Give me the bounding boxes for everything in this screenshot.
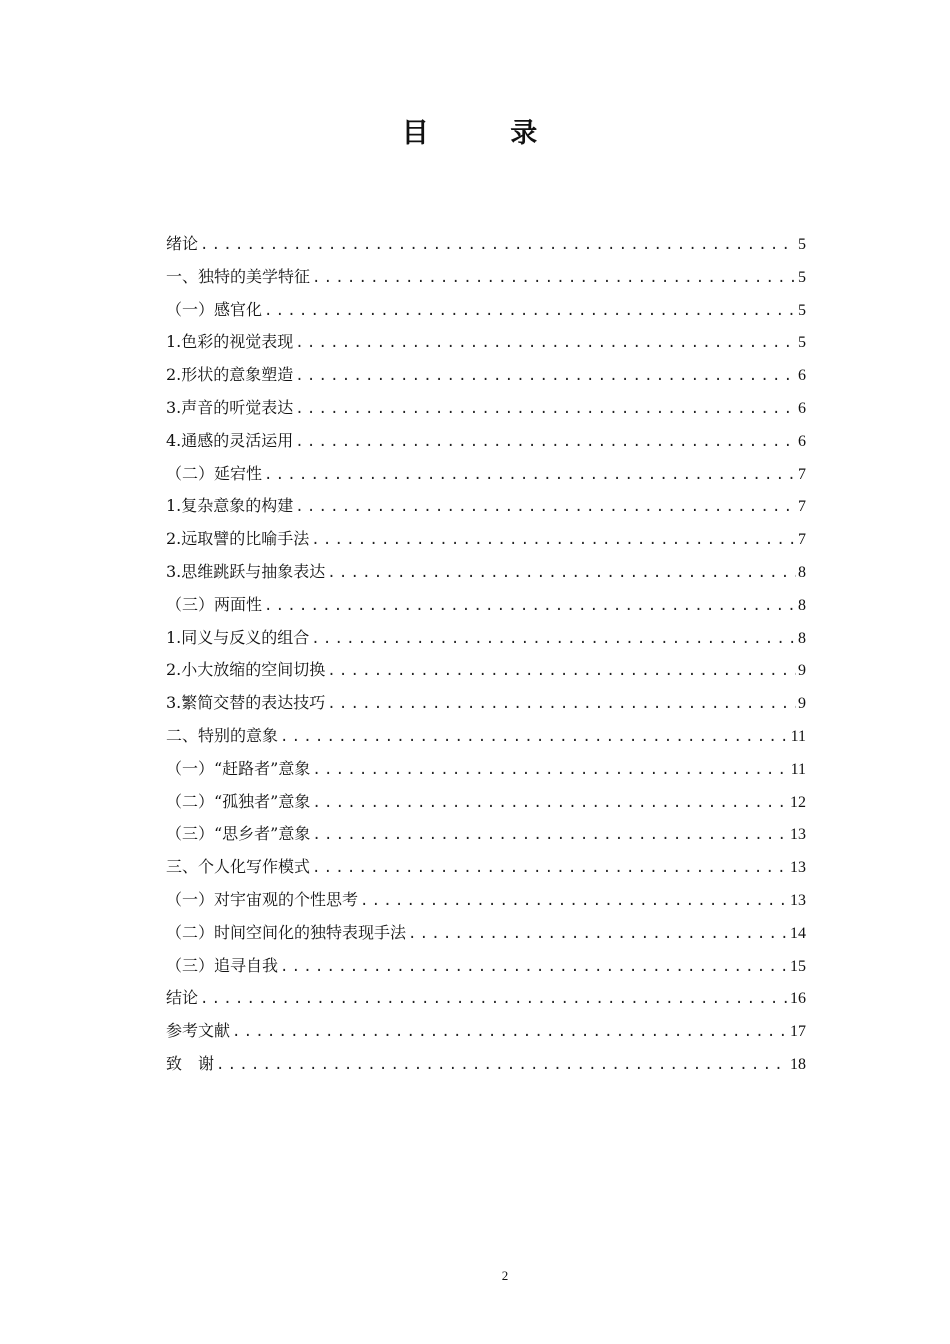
toc-entry-label: 三、个人化写作模式 [166, 857, 311, 877]
toc-entry-page: 13 [790, 826, 806, 844]
toc-entry[interactable] [166, 687, 806, 720]
toc-entry-label: 1.复杂意象的构建 [166, 496, 294, 516]
toc-entry-label: 2.远取譬的比喻手法 [166, 529, 310, 549]
toc-entry-label: 3.繁简交替的表达技巧 [166, 693, 326, 713]
toc-entry[interactable] [166, 950, 806, 983]
toc-entry-page: 16 [790, 990, 806, 1008]
toc-entry[interactable] [166, 851, 806, 884]
toc-entry-label: （二）延宕性 [166, 463, 263, 483]
toc-dot-leader [360, 885, 788, 917]
toc-entry[interactable] [166, 982, 806, 1015]
toc-entry[interactable] [166, 261, 806, 294]
page-title: 目 录 [401, 118, 574, 149]
toc-entry-page: 7 [798, 465, 806, 483]
toc-entry-label: 参考文献 [166, 1021, 231, 1041]
toc-entry-page: 12 [790, 793, 806, 811]
toc-dot-leader [327, 688, 796, 720]
toc-entry-page: 5 [798, 268, 806, 286]
toc-entry-page: 7 [798, 531, 806, 549]
toc-entry-page: 6 [798, 432, 806, 450]
toc-entry-page: 9 [798, 695, 806, 713]
toc-entry-page: 8 [798, 563, 806, 581]
toc-dot-leader [280, 951, 788, 983]
toc-entry-label: 4.通感的灵活运用 [166, 430, 294, 450]
toc-dot-leader [232, 1016, 788, 1048]
toc-entry[interactable] [166, 1015, 806, 1048]
toc-dot-leader [312, 262, 796, 294]
toc-entry-page: 6 [798, 367, 806, 385]
toc-entry-label: （三）“思乡者”意象 [166, 824, 311, 844]
toc-entry-page: 13 [790, 859, 806, 877]
toc-entry-page: 15 [790, 957, 806, 975]
toc-entry-page: 8 [798, 596, 806, 614]
toc-dot-leader [327, 557, 796, 589]
toc-entry-page: 18 [790, 1055, 806, 1073]
toc-entry-label: 3.思维跳跃与抽象表达 [166, 561, 326, 581]
toc-entry-label: （一）感官化 [166, 299, 263, 319]
toc-entry-page: 11 [790, 727, 806, 745]
toc-dot-leader [311, 524, 796, 556]
toc-entry[interactable] [166, 523, 806, 556]
toc-dot-leader [295, 360, 796, 392]
toc-entry-label: 绪论 [166, 234, 199, 253]
toc-entry-page: 17 [790, 1023, 806, 1041]
toc-dot-leader [200, 983, 788, 1015]
toc-entry[interactable] [166, 622, 806, 655]
toc-entry[interactable] [166, 1048, 806, 1081]
toc-entry-label: 1.同义与反义的组合 [166, 627, 310, 647]
toc-entry[interactable] [166, 884, 806, 917]
toc-entry-label: 1.色彩的视觉表现 [166, 332, 294, 352]
toc-entry[interactable] [166, 425, 806, 458]
toc-entry-page: 13 [790, 891, 806, 909]
toc-dot-leader [327, 655, 796, 687]
toc-entry[interactable] [166, 786, 806, 819]
toc-entry-label: 二、特别的意象 [166, 725, 279, 745]
toc-dot-leader [295, 491, 796, 523]
toc-entry[interactable] [166, 490, 806, 523]
toc-dot-leader [295, 426, 796, 458]
toc-entry-page: 5 [798, 236, 806, 253]
toc-entry-label: （一）对宇宙观的个性思考 [166, 889, 359, 909]
page-number: 2 [501, 1268, 509, 1283]
toc-dot-leader [295, 393, 796, 425]
toc-entry-label: （二）时间空间化的独特表现手法 [166, 922, 407, 942]
toc-entry-label: 2.小大放缩的空间切换 [166, 660, 326, 680]
toc-entry-label: 3.声音的听觉表达 [166, 397, 294, 417]
toc-entry-page: 14 [790, 924, 806, 942]
toc-dot-leader [264, 590, 796, 622]
toc-dot-leader [264, 295, 796, 327]
toc-entry[interactable] [166, 359, 806, 392]
toc-entry-page: 5 [798, 334, 806, 352]
toc-entry-page: 7 [798, 498, 806, 516]
toc-entry[interactable] [166, 392, 806, 425]
toc-entry-label: （二）“孤独者”意象 [166, 791, 311, 811]
toc-dot-leader [264, 459, 796, 491]
toc-entry[interactable] [166, 326, 806, 359]
toc-dot-leader [312, 787, 788, 819]
toc-entry-label: 致 谢 [166, 1053, 215, 1073]
toc-entry-page: 6 [798, 399, 806, 417]
toc-entry[interactable] [166, 720, 806, 753]
toc-dot-leader [216, 1049, 788, 1081]
toc-entry-label: 结论 [166, 988, 199, 1008]
toc-dot-leader [312, 819, 788, 851]
toc-entry-page: 11 [790, 760, 806, 778]
toc-entry[interactable] [166, 753, 806, 786]
toc-entry[interactable] [166, 818, 806, 851]
toc-entry[interactable] [166, 556, 806, 589]
toc-entry[interactable] [166, 228, 806, 261]
toc-entry[interactable] [166, 654, 806, 687]
toc-dot-leader [312, 754, 788, 786]
toc-dot-leader [312, 852, 788, 884]
toc-entry[interactable] [166, 294, 806, 327]
toc-entry-label: （三）两面性 [166, 594, 263, 614]
toc-dot-leader [408, 918, 788, 950]
toc-entry[interactable] [166, 458, 806, 491]
toc-entry-page: 5 [798, 301, 806, 319]
toc-entry-page: 9 [798, 662, 806, 680]
toc-entry-label: （三）追寻自我 [166, 955, 279, 975]
toc-entry-label: 一、独特的美学特征 [166, 266, 311, 286]
table-of-contents [166, 228, 806, 1081]
toc-entry-label: （一）“赶路者”意象 [166, 758, 311, 778]
toc-entry[interactable] [166, 917, 806, 950]
toc-dot-leader [295, 327, 796, 359]
toc-entry[interactable] [166, 589, 806, 622]
toc-dot-leader [200, 229, 796, 261]
toc-dot-leader [311, 623, 796, 655]
toc-entry-label: 2.形状的意象塑造 [166, 365, 294, 385]
toc-dot-leader [280, 721, 789, 753]
toc-entry-page: 8 [798, 629, 806, 647]
